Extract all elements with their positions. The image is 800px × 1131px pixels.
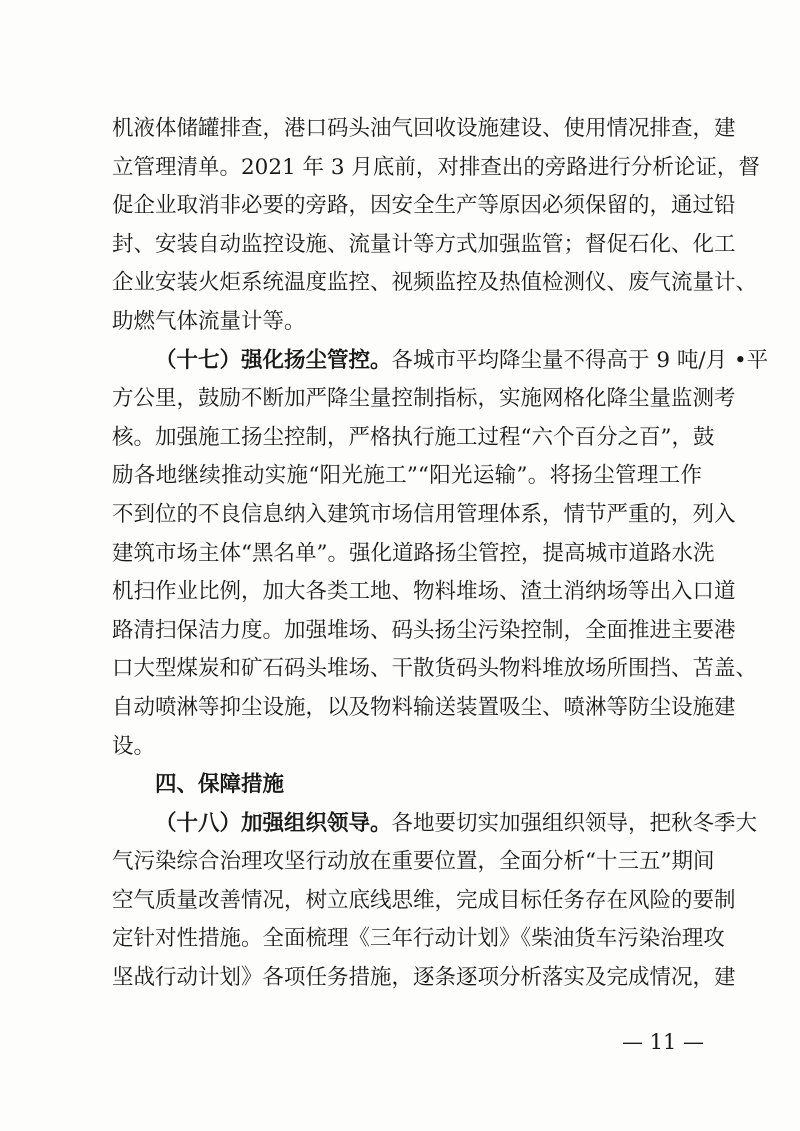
text-line: 建筑市场主体“黑名单”。强化道路扬尘管控，提高城市道路水洗 xyxy=(112,540,715,566)
paragraph-17 xyxy=(112,342,769,767)
text-line: 促企业取消非必要的旁路，因安全生产等原因必须保留的，通过铅 xyxy=(112,193,736,219)
text-line: 封、安装自动监控设施、流量计等方式加强监管；督促石化、化工 xyxy=(112,231,736,257)
text-line xyxy=(112,342,769,381)
text-line: 气污染综合治理攻坚行动放在重要位置，全面分析“十三五”期间 xyxy=(112,849,715,875)
text-line: 空气质量改善情况，树立底线思维，完成目标任务存在风险的要制 xyxy=(112,887,736,913)
text-line: 立管理清单。2021 年 3 月底前，对排查出的旁路进行分析论证，督 xyxy=(112,154,760,180)
text-line: 坚战行动计划》各项任务措施，逐条逐项分析落实及完成情况，建 xyxy=(112,965,736,991)
text-run: 各城市平均降尘量不得高于 9 吨/月 •平 xyxy=(391,347,769,373)
section-4 xyxy=(112,766,702,805)
text-line: 路清扫保洁力度。加强堆场、码头扬尘污染控制，全面推进主要港 xyxy=(112,617,736,643)
text-line: 助燃气体流量计等。 xyxy=(112,308,306,334)
paragraph-18 xyxy=(112,805,758,998)
paragraph-heading: （十八）加强组织领导。 xyxy=(155,810,392,836)
text-line: 设。 xyxy=(112,733,156,759)
text-line: 口大型煤炭和矿石码头堆场、干散货码头物料堆放场所围挡、苫盖、 xyxy=(112,656,758,682)
page-number: — 11 — xyxy=(621,1030,705,1054)
section-heading: 四、保障措施 xyxy=(155,772,285,798)
text-line: 方公里，鼓励不断加严降尘量控制指标，实施网格化降尘量监测考 xyxy=(112,386,736,412)
text-line: 励各地继续推动实施“阳光施工”“阳光运输”。将扬尘管理工作 xyxy=(112,463,702,489)
text-line: 自动喷淋等抑尘设施，以及物料输送装置吸尘、喷淋等防尘设施建 xyxy=(112,694,736,720)
body-text xyxy=(112,110,769,998)
text-line: 企业安装火炬系统温度监控、视频监控及热值检测仪、废气流量计、 xyxy=(112,270,758,296)
text-line: 机液体储罐排查，港口码头油气回收设施建设、使用情况排查，建 xyxy=(112,116,736,141)
text-line: 核。加强施工扬尘控制，严格执行施工过程“六个百分之百”，鼓 xyxy=(112,424,715,450)
paragraph-1 xyxy=(112,110,760,342)
text-line: 定针对性措施。全面梳理《三年行动计划》《柴油货车污染治理攻 xyxy=(112,926,725,952)
text-line: 机扫作业比例，加大各类工地、物料堆场、渣土消纳场等出入口道 xyxy=(112,579,736,605)
text-line: 不到位的不良信息纳入建筑市场信用管理体系，情节严重的，列入 xyxy=(112,501,736,527)
text-run: 各地要切实加强组织领导，把秋冬季大 xyxy=(391,810,758,836)
text-line xyxy=(112,805,758,844)
paragraph-heading: （十七）强化扬尘管控。 xyxy=(155,347,392,373)
